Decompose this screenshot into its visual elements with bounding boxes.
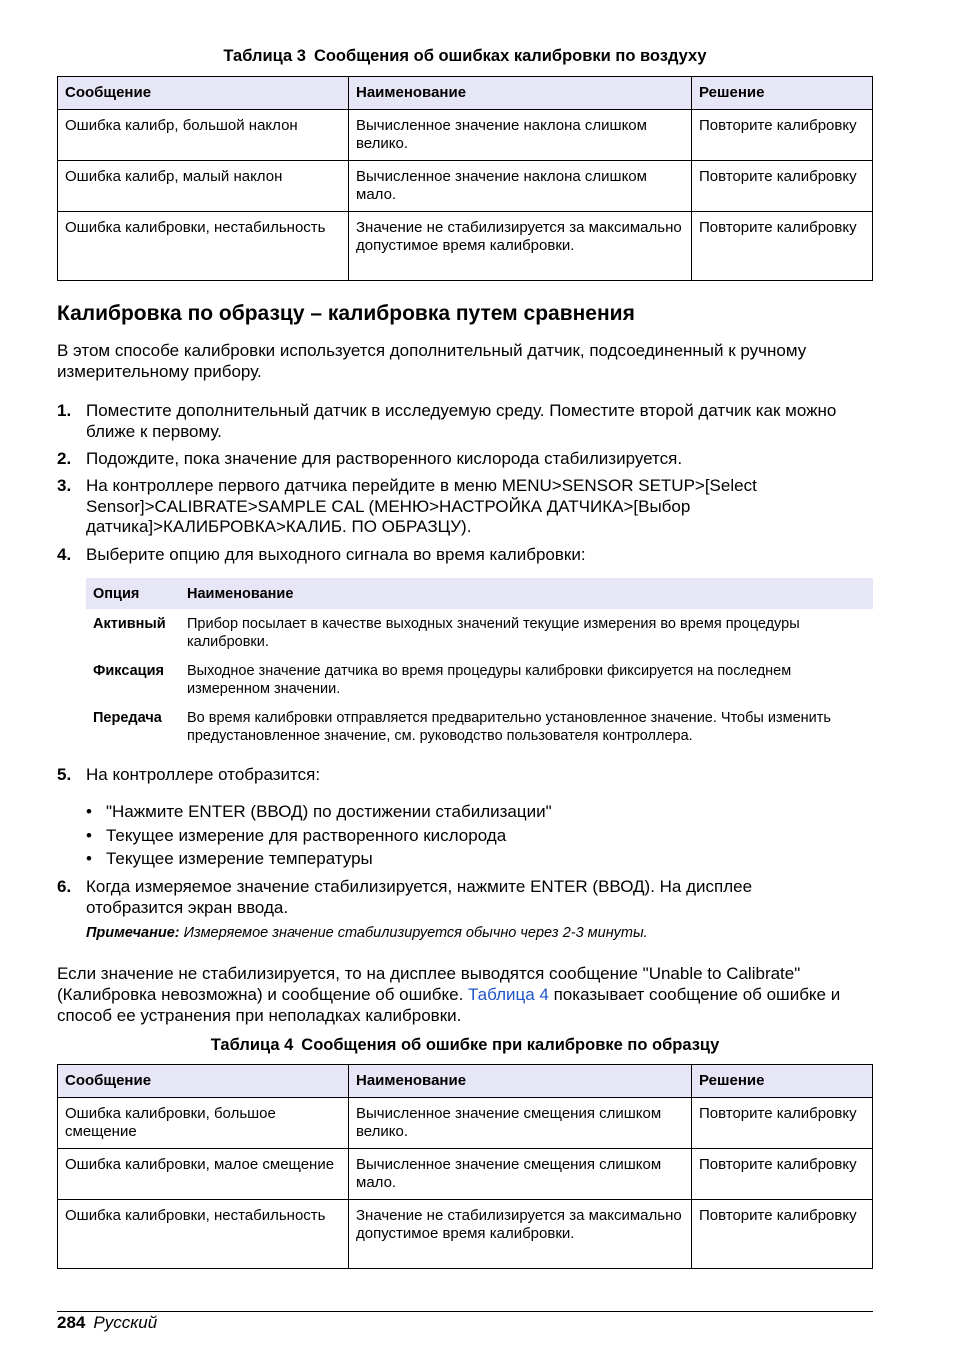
table-header-row bbox=[86, 578, 873, 609]
note bbox=[86, 925, 648, 941]
step-number: 2. bbox=[57, 449, 72, 468]
bullet-text: "Нажмите ENTER (ВВОД) по достижении стабилизации" bbox=[106, 802, 552, 821]
closing-text-after: показывает сообщение об ошибке и способ ее устранения при неполадках калибровки. bbox=[57, 985, 841, 1025]
table4-caption-title: Сообщения об ошибке при калибровке по образцу bbox=[301, 1036, 720, 1054]
table3-caption-title: Сообщения об ошибках калибровки по воздуху bbox=[313, 47, 707, 65]
closing-paragraph bbox=[57, 963, 873, 1026]
options-table bbox=[86, 578, 873, 750]
cell-message: Ошибка калибр, большой наклон bbox=[58, 110, 349, 161]
cell-message: Ошибка калибр, малый наклон bbox=[58, 161, 349, 212]
header-solution: Решение bbox=[692, 1065, 873, 1098]
option-description: Выходное значение датчика во время процедуры калибровки фиксируется на последнем измеренном значении. bbox=[187, 663, 792, 697]
cell-description: Значение не стабилизируется за максимально допустимое время калибровки. bbox=[349, 1200, 692, 1269]
option-description: Прибор посылает в качестве выходных значений текущие измерения во время процедуры калибровки. bbox=[187, 616, 800, 650]
header-solution: Решение bbox=[692, 77, 873, 110]
bullet-icon: • bbox=[86, 826, 92, 845]
note-text: Измеряемое значение стабилизируется обычно через 2-3 минуты. bbox=[183, 925, 648, 941]
cell-solution: Повторите калибровку bbox=[692, 1200, 873, 1269]
table-row bbox=[86, 609, 873, 656]
section-title: Калибровка по образцу – калибровка путем сравнения bbox=[57, 302, 635, 325]
step-text: Поместите дополнительный датчик в исследуемую среду. Поместите второй датчик как можно ближе к первому. bbox=[86, 401, 837, 441]
table3-caption bbox=[57, 47, 873, 66]
step-number: 3. bbox=[57, 476, 72, 495]
bullet-icon: • bbox=[86, 802, 92, 821]
option-name: Передача bbox=[93, 710, 162, 726]
table-row bbox=[58, 161, 873, 212]
step-text: Когда измеряемое значение стабилизируется, нажмите ENTER (ВВОД). На дисплее отобразится экран ввода. bbox=[86, 877, 753, 917]
footer-divider bbox=[57, 1311, 873, 1312]
step-number: 4. bbox=[57, 545, 72, 564]
step-number: 5. bbox=[57, 765, 72, 784]
section-intro: В этом способе калибровки используется дополнительный датчик, подсоединенный к ручному измерительному прибору. bbox=[57, 341, 807, 381]
header-message: Сообщение bbox=[58, 77, 349, 110]
option-description: Во время калибровки отправляется предварительно установленное значение. Чтобы изменить предустановленное значение, см. руководство пользователя контроллера. bbox=[187, 710, 831, 744]
table-header-row bbox=[58, 1065, 873, 1098]
table4-caption-label: Таблица 4 bbox=[210, 1036, 294, 1054]
cell-solution: Повторите калибровку bbox=[692, 212, 873, 281]
footer-language: Русский bbox=[93, 1313, 158, 1332]
table4-link[interactable]: Таблица 4 bbox=[468, 985, 549, 1004]
header-message: Сообщение bbox=[58, 1065, 349, 1098]
cell-description: Значение не стабилизируется за максимально допустимое время калибровки. bbox=[349, 212, 692, 281]
cell-solution: Повторите калибровку bbox=[692, 1098, 873, 1149]
closing-text-before: Если значение не стабилизируется, то на дисплее выводятся сообщение "Unable to Calibrate" (Калибровка невозможна) и сообщение об ошибке. bbox=[57, 964, 801, 1004]
cell-description: Вычисленное значение наклона слишком велико. bbox=[349, 110, 692, 161]
table-row bbox=[58, 1200, 873, 1269]
header-description: Наименование bbox=[349, 1065, 692, 1098]
table-row bbox=[58, 212, 873, 281]
header-description: Наименование bbox=[349, 77, 692, 110]
cell-message: Ошибка калибровки, малое смещение bbox=[58, 1149, 349, 1200]
cell-description: Вычисленное значение смещения слишком мало. bbox=[349, 1149, 692, 1200]
header-description: Наименование bbox=[180, 578, 873, 609]
cell-message: Ошибка калибровки, нестабильность bbox=[58, 1200, 349, 1269]
table3 bbox=[57, 76, 873, 281]
cell-solution: Повторите калибровку bbox=[692, 1149, 873, 1200]
table4-caption bbox=[57, 1036, 873, 1055]
table-header-row bbox=[58, 77, 873, 110]
step-number: 1. bbox=[57, 401, 72, 420]
table-row bbox=[58, 1098, 873, 1149]
cell-message: Ошибка калибровки, большое смещение bbox=[58, 1098, 349, 1149]
step-text: Подождите, пока значение для растворенного кислорода стабилизируется. bbox=[86, 449, 683, 468]
cell-solution: Повторите калибровку bbox=[692, 161, 873, 212]
step-text: На контроллере первого датчика перейдите в меню MENU>SENSOR SETUP>[Select Sensor]>CALIBRATE>SAMPLE CAL (МЕНЮ>НАСТРОЙКА ДАТЧИКА>[Выбор датчика]>КАЛИБРОВКА>КАЛИБ. ПО ОБРАЗЦУ). bbox=[86, 476, 757, 536]
bullet-text: Текущее измерение для растворенного кислорода bbox=[106, 826, 507, 845]
cell-description: Вычисленное значение наклона слишком мало. bbox=[349, 161, 692, 212]
step-text: На контроллере отобразится: bbox=[86, 765, 321, 784]
cell-message: Ошибка калибровки, нестабильность bbox=[58, 212, 349, 281]
cell-solution: Повторите калибровку bbox=[692, 110, 873, 161]
table-row bbox=[58, 110, 873, 161]
header-option: Опция bbox=[86, 578, 180, 609]
table-row bbox=[86, 656, 873, 703]
table3-caption-label: Таблица 3 bbox=[223, 47, 306, 65]
table4 bbox=[57, 1064, 873, 1269]
option-name: Фиксация bbox=[93, 663, 164, 679]
option-name: Активный bbox=[93, 616, 166, 632]
step-number: 6. bbox=[57, 877, 72, 896]
table-row bbox=[86, 703, 873, 750]
page-number: 284 bbox=[57, 1313, 86, 1332]
bullet-icon: • bbox=[86, 849, 92, 868]
cell-description: Вычисленное значение смещения слишком велико. bbox=[349, 1098, 692, 1149]
table-row bbox=[58, 1149, 873, 1200]
note-label: Примечание: bbox=[86, 925, 180, 941]
step-text: Выберите опцию для выходного сигнала во время калибровки: bbox=[86, 545, 586, 564]
bullet-text: Текущее измерение температуры bbox=[106, 849, 373, 868]
page-footer bbox=[57, 1313, 157, 1333]
